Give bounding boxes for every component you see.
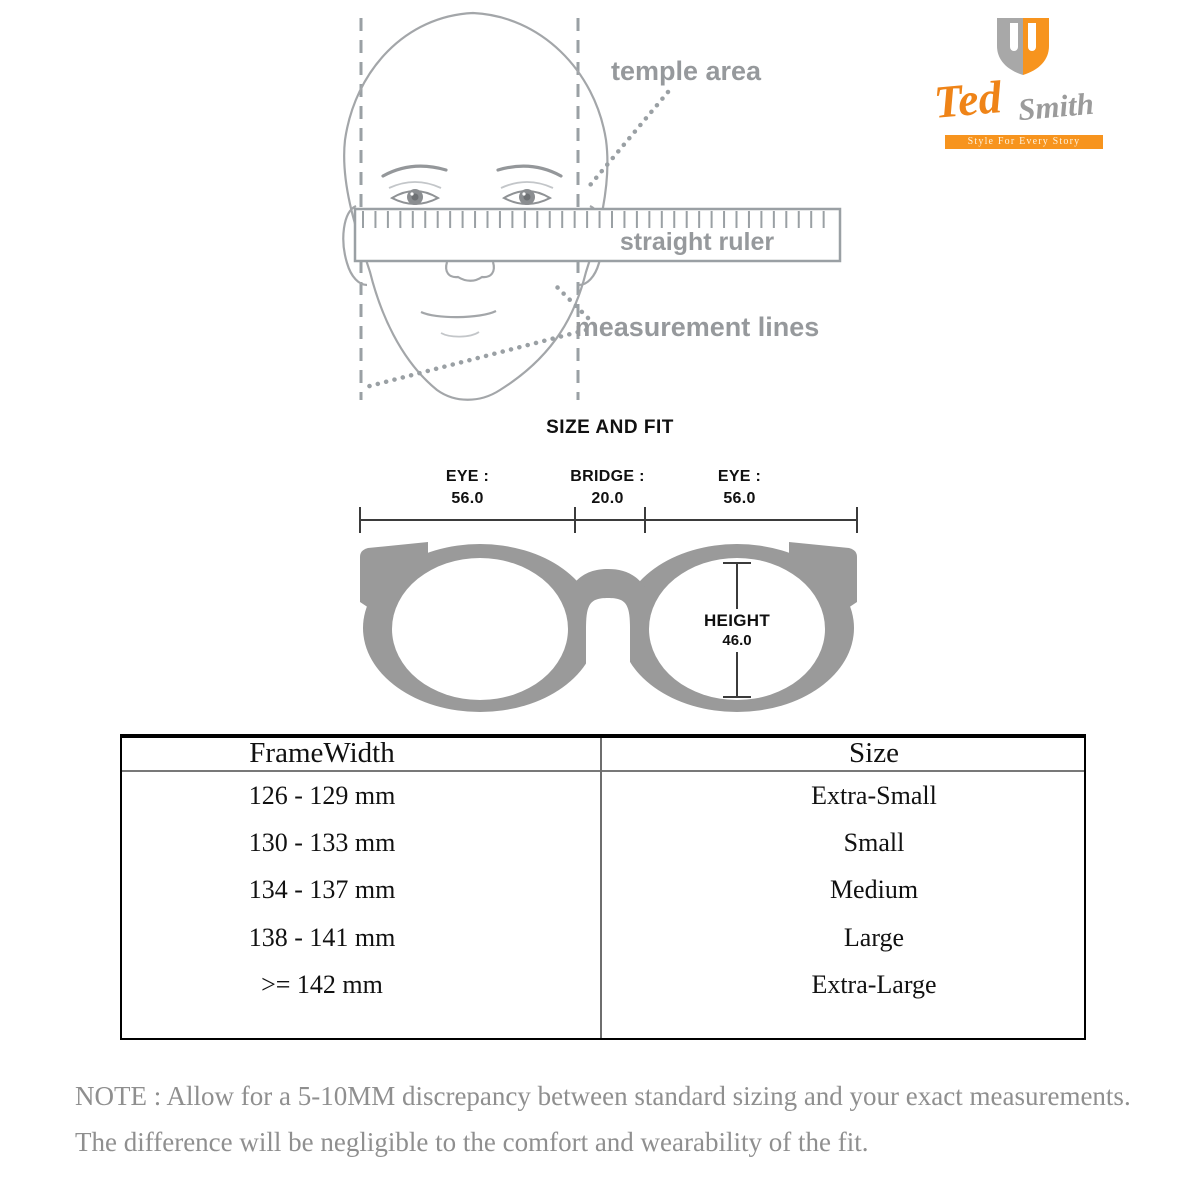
frame-width-cell: >= 142 mm <box>261 970 383 1000</box>
size-header: Size <box>602 738 1084 772</box>
frame-width-cell: 130 - 133 mm <box>248 828 396 858</box>
frame-size-table <box>120 734 1086 1040</box>
eyebrow-left <box>383 166 446 176</box>
bridge-notch <box>586 598 630 715</box>
size-cell: Large <box>843 922 905 952</box>
frame-width-cell: 126 - 129 mm <box>248 780 396 810</box>
frame-width-cell: 138 - 141 mm <box>248 922 396 952</box>
eye-highlight-right <box>522 192 525 195</box>
eye-left-label: EYE : <box>445 468 490 485</box>
eyelid-crease-left <box>389 182 441 188</box>
height-measurement <box>698 609 776 652</box>
height-value: 46.0 <box>722 632 752 649</box>
size-cell: Medium <box>829 875 919 905</box>
brand-tagline: Style For Every Story <box>945 135 1103 149</box>
lens-opening-left <box>392 558 568 700</box>
size-cell: Small <box>843 828 905 858</box>
bridge-value: 20.0 <box>591 490 624 507</box>
size-cell: Extra-Small <box>811 780 937 810</box>
mouth <box>421 311 496 317</box>
size-column <box>600 738 1084 1038</box>
size-cell: Extra-Large <box>811 970 937 1000</box>
head-outline <box>344 13 607 400</box>
eyelid-crease-right <box>501 182 553 188</box>
brand-logo <box>928 15 1118 153</box>
eyebrow-right <box>498 166 561 176</box>
frame-width-column <box>122 738 600 1038</box>
eye-left-value: 56.0 <box>451 490 484 507</box>
frame-width-header: FrameWidth <box>122 738 600 772</box>
glasses-diagram <box>350 495 865 715</box>
note-line-2: The difference will be negligible to the comfort and wearability of the fit. <box>75 1127 869 1157</box>
shield-logo-icon <box>996 18 1050 75</box>
eye-highlight-left <box>410 192 413 195</box>
nose <box>446 262 494 281</box>
eye-right-label: EYE : <box>717 468 762 485</box>
note-line-1: NOTE : Allow for a 5-10MM discrepancy between standard sizing and your exact measurements. <box>75 1081 1131 1111</box>
temple-area-label: temple area <box>610 56 762 86</box>
bridge-label: BRIDGE : <box>570 468 645 485</box>
lower-lip <box>441 332 479 337</box>
height-label: HEIGHT <box>703 611 771 630</box>
measurement-lines-label: measurement lines <box>574 312 820 342</box>
frame-width-cell: 134 - 137 mm <box>248 875 396 905</box>
head-measurement-diagram <box>325 0 895 412</box>
section-title: SIZE AND FIT <box>546 417 674 438</box>
ruler-label: straight ruler <box>619 228 775 256</box>
eye-right-value: 56.0 <box>723 490 756 507</box>
brand-name-last: Smith <box>1016 85 1096 128</box>
brand-name-first: Ted <box>931 71 1004 128</box>
